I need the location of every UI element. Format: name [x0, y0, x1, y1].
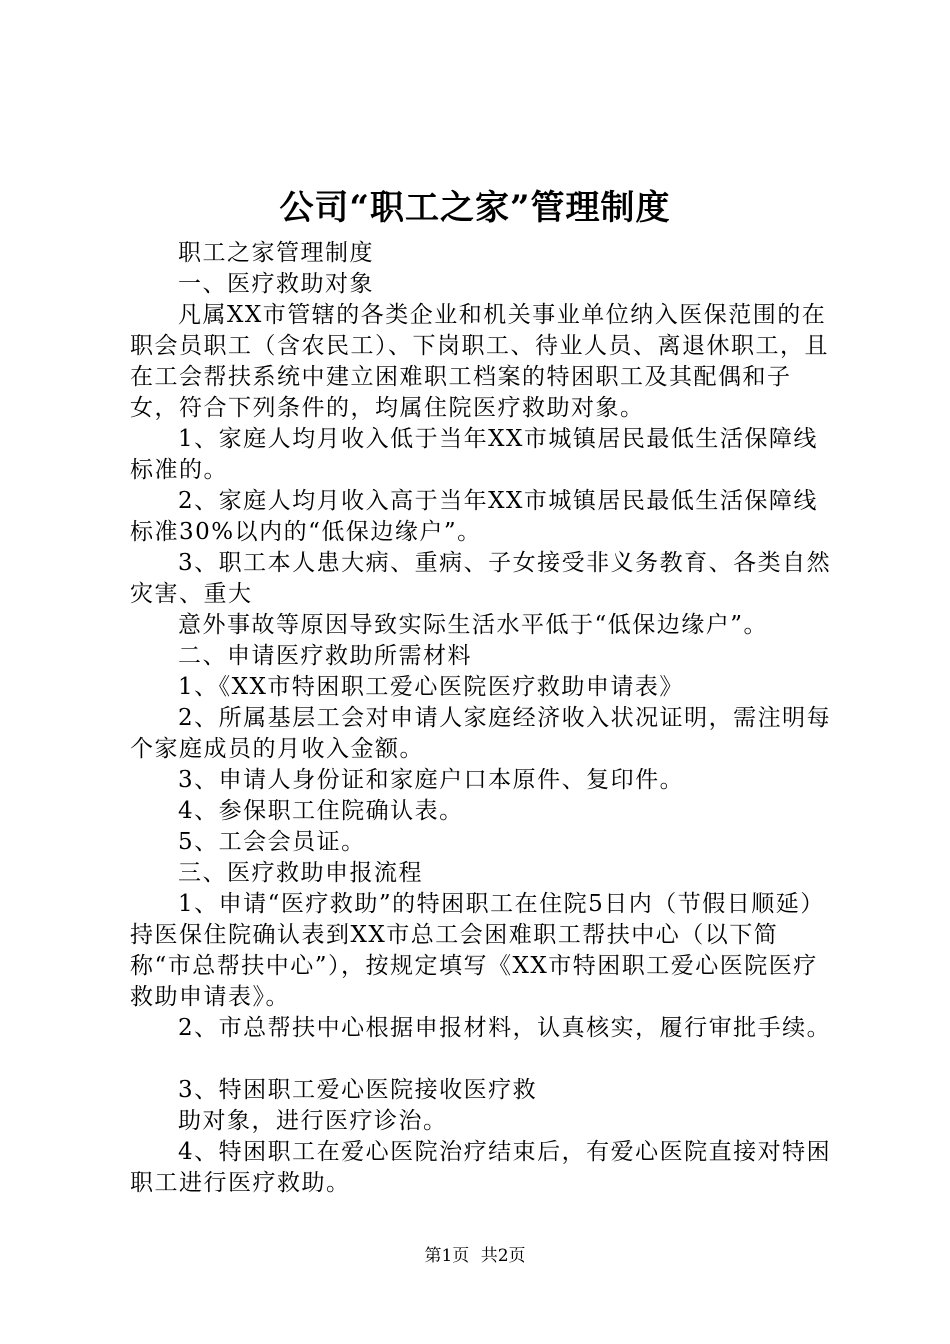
list-item: 2、所属基层工会对申请人家庭经济收入状况证明，需注明每个家庭成员的月收入金额。 [130, 705, 832, 762]
list-item: 1、家庭人均月收入低于当年XX市城镇居民最低生活保障线标准的。 [130, 426, 818, 483]
list-item: 3、特困职工爱心医院接收医疗救 [178, 1077, 538, 1103]
list-item: 2、市总帮扶中心根据申报材料，认真核实，履行审批手续。 [178, 1015, 832, 1041]
list-item: 5、工会会员证。 [178, 829, 366, 855]
list-item: 3、申请人身份证和家庭户口本原件、复印件。 [178, 767, 685, 793]
section-heading: 三、医疗救助申报流程 [178, 860, 423, 886]
paragraph: 凡属XX市管辖的各类企业和机关事业单位纳入医保范围的在职会员职工（含农民工）、下岗职工、待业人员、离退休职工，且在工会帮扶系统中建立困难职工档案的特困职工及其配偶和子女，符合下列条件的，均属住院医疗救助对象。 [130, 302, 829, 421]
list-item: 3、职工本人患大病、重病、子女接受非义务教育、各类自然灾害、重大 [130, 550, 832, 607]
paragraph: 助对象，进行医疗诊治。 [178, 1108, 448, 1134]
page-total: 共2页 [480, 1246, 526, 1266]
page-number: 第1页 [424, 1246, 470, 1266]
document-body [130, 238, 840, 1199]
section-heading: 二、申请医疗救助所需材料 [178, 643, 472, 669]
document-title: 公司“职工之家”管理制度 [279, 188, 671, 228]
list-item: 1、申请“医疗救助”的特困职工在住院5日内（节假日顺延）持医保住院确认表到XX市总工会困难职工帮扶中心（以下简称“市总帮扶中心”），按规定填写《XX市特困职工爱心医院医疗救助申请表》。 [130, 891, 825, 1010]
list-item: 4、特困职工在爱心医院治疗结束后，有爱心医院直接对特困职工进行医疗救助。 [130, 1139, 832, 1196]
paragraph: 职工之家管理制度 [178, 240, 374, 266]
list-item: 2、家庭人均月收入高于当年XX市城镇居民最低生活保障线标准30%以内的“低保边缘户”。 [130, 488, 818, 545]
paragraph: 意外事故等原因导致实际生活水平低于“低保边缘户”。 [178, 612, 769, 638]
list-item: 1、《XX市特困职工爱心医院医疗救助申请表》 [178, 674, 684, 700]
page-footer [0, 1244, 950, 1268]
section-heading: 一、医疗救助对象 [178, 271, 374, 297]
list-item: 4、参保职工住院确认表。 [178, 798, 464, 824]
